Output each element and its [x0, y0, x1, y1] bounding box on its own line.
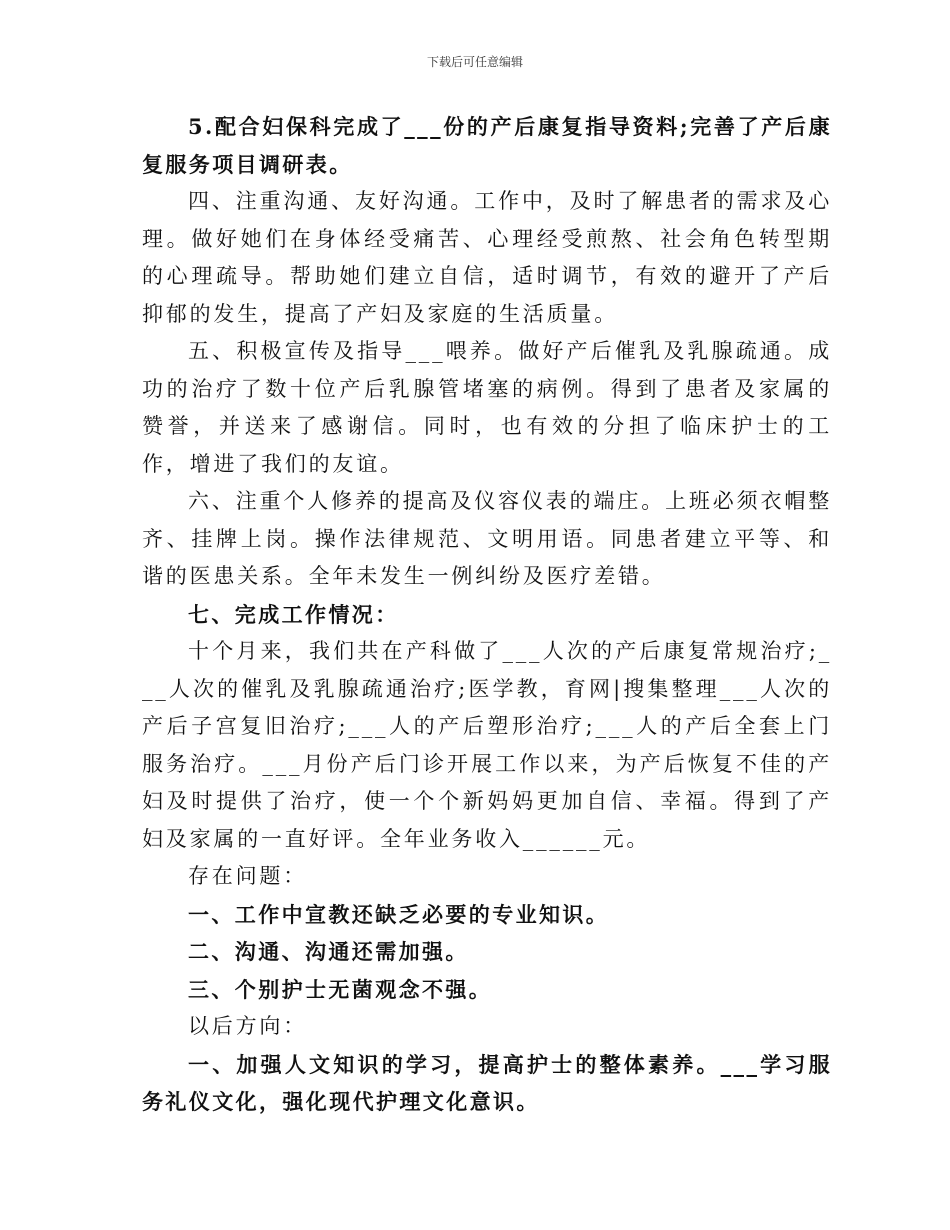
- paragraph-work-summary: 十个月来，我们共在产科做了___人次的产后康复常规治疗;___人次的催乳及乳腺疏通治疗;医学教，育网|搜集整理___人次的产后子宫复旧治疗;___人的产后塑形治疗;___人的产后全套上门服务治疗。___月份产后门诊开展工作以来，为产后恢复不佳的产妇及时提供了治疗，使一个个新妈妈更加自信、幸福。得到了产妇及家属的一直好评。全年业务收入______元。: [142, 639, 832, 851]
- paragraph-section-4: 四、注重沟通、友好沟通。工作中，及时了解患者的需求及心理。做好她们在身体经受痛苦、心理经受煎熬、社会角色转型期的心理疏导。帮助她们建立自信，适时调节，有效的避开了产后抑郁的发生，提高了产妇及家庭的生活质量。: [142, 189, 832, 326]
- problem-item-3: 三、个别护士无菌观念不强。: [188, 976, 493, 1002]
- page-header: 下载后可任意编辑: [426, 55, 523, 69]
- paragraph-section-6: 六、注重个人修养的提高及仪容仪表的端庄。上班必须衣帽整齐、挂牌上岗。操作法律规范、文明用语。同患者建立平等、和谐的医患关系。全年未发生一例纠纷及医疗差错。: [142, 489, 832, 588]
- paragraph-item-5: 5.配合妇保科完成了___份的产后康复指导资料;完善了产后康复服务项目调研表。: [142, 114, 832, 177]
- heading-section-7: 七、完成工作情况：: [188, 601, 399, 627]
- document-body: [142, 108, 832, 1121]
- direction-item-1: 一、加强人文知识的学习，提高护士的整体素养。___学习服务礼仪文化，强化现代护理文化意识。: [142, 1051, 832, 1114]
- problem-item-1: 一、工作中宣教还缺乏必要的专业知识。: [188, 901, 610, 927]
- problem-item-2: 二、沟通、沟通还需加强。: [188, 939, 469, 964]
- heading-future-direction: 以后方向：: [188, 1014, 307, 1038]
- paragraph-section-5: 五、积极宣传及指导___喂养。做好产后催乳及乳腺疏通。成功的治疗了数十位产后乳腺管堵塞的病例。得到了患者及家属的赞誉，并送来了感谢信。同时，也有效的分担了临床护士的工作，增进了我们的友谊。: [142, 339, 832, 476]
- heading-problems: 存在问题：: [188, 864, 307, 888]
